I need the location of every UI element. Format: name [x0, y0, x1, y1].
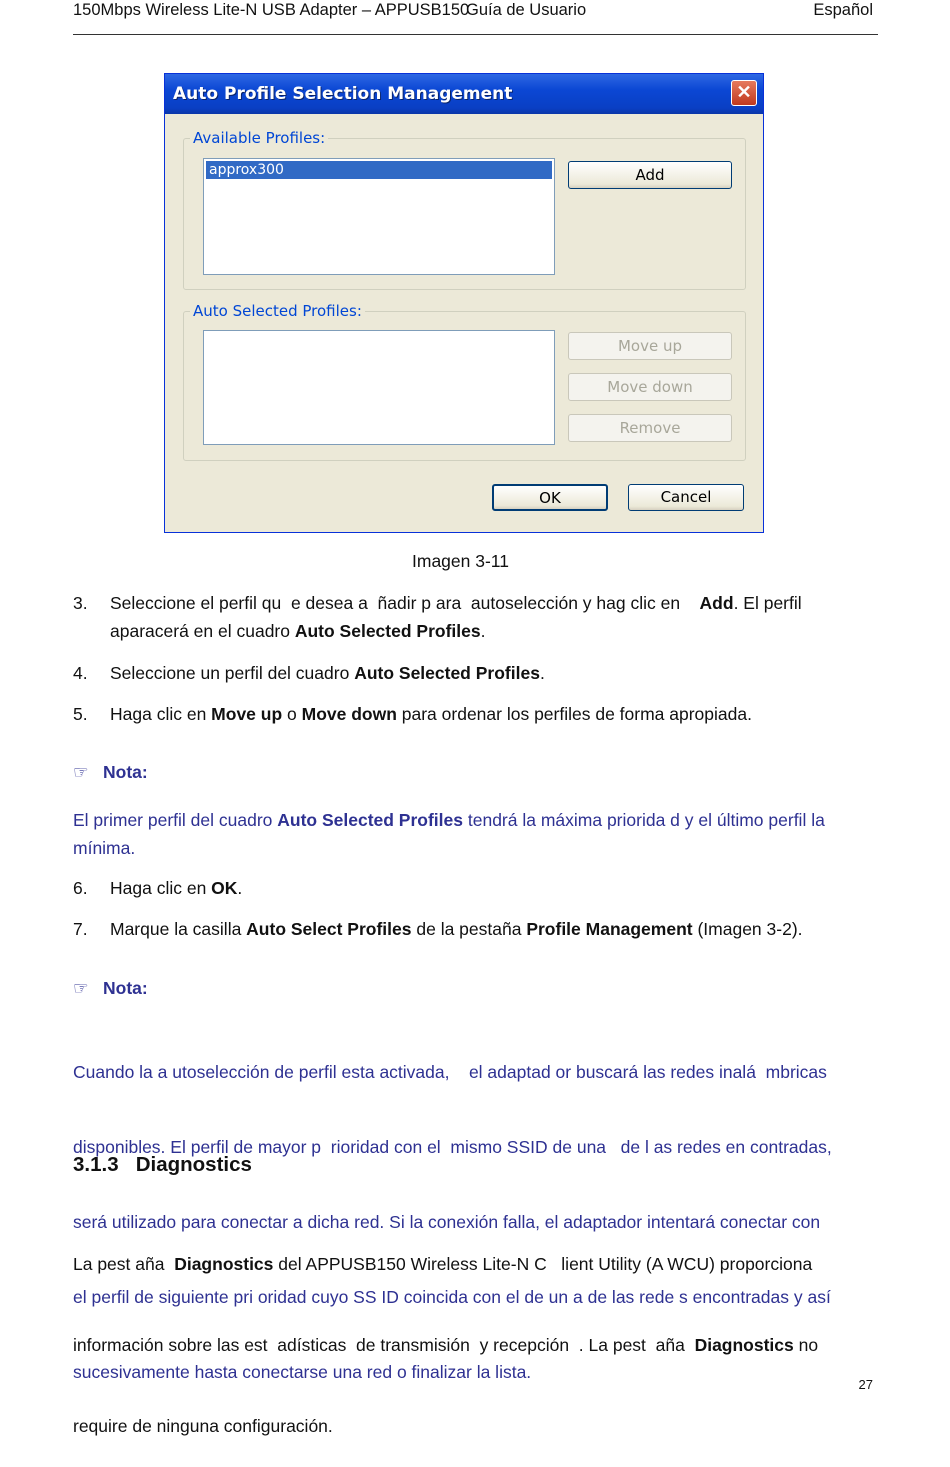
step-4: [73, 663, 545, 684]
step-bold: Auto Select Profiles: [246, 919, 412, 939]
step-text: .: [539, 663, 545, 683]
note-text: tendrá la máxima priorida d y el último perfil la mínima.: [73, 810, 825, 858]
move-down-button[interactable]: Move down: [568, 373, 732, 401]
step-number: 7.: [73, 919, 88, 939]
available-profiles-list[interactable]: [203, 158, 555, 275]
paragraph-line: [73, 1332, 878, 1359]
step-3-cont: [110, 621, 485, 642]
para-text: La pest aña: [73, 1254, 175, 1274]
note-bold: Auto Selected Profiles: [277, 810, 463, 830]
step-6: [73, 878, 242, 899]
step-bold: Add: [699, 593, 734, 613]
note-line: Cuando la a utoselección de perfil esta activada, el adaptad or buscará las redes inalá mbricas: [73, 1062, 827, 1082]
step-text: (Imagen 3-2).: [692, 919, 803, 939]
add-button[interactable]: Add: [568, 161, 732, 189]
para-text: del APPUSB150 Wireless Lite-N C lient Utility (A WCU) proporciona: [273, 1254, 813, 1274]
dialog-title: Auto Profile Selection Management: [173, 84, 513, 104]
step-text: .: [480, 621, 486, 641]
note-line: será utilizado para conectar a dicha red. Si la conexión falla, el adaptador intentará conectar con: [73, 1212, 821, 1232]
paragraph-line: [73, 1251, 878, 1278]
step-3: [73, 593, 802, 614]
remove-button[interactable]: Remove: [568, 414, 732, 442]
step-text: Marque la casilla: [110, 919, 247, 939]
step-bold: Move up: [211, 704, 283, 724]
step-text: . El perfil: [733, 593, 802, 613]
para-bold: Diagnostics: [174, 1254, 274, 1274]
note-1-text: [73, 806, 878, 862]
step-bold: Auto Selected Profiles: [354, 663, 540, 683]
section-title: Diagnostics: [135, 1153, 252, 1176]
paragraph-line: [73, 1413, 878, 1440]
step-bold: Auto Selected Profiles: [294, 621, 481, 641]
para-text: información sobre las est adísticas de transmisión y recepción . La pest aña: [73, 1335, 695, 1355]
note-line: sucesivamente hasta conectarse una red o finalizar la lista.: [73, 1362, 532, 1382]
step-text: Seleccione el perfil qu e desea a ñadir p ara autoselección y hag clic en: [110, 593, 700, 613]
step-number: 5.: [73, 704, 88, 724]
step-bold: OK: [211, 878, 238, 898]
step-number: 4.: [73, 663, 88, 683]
note-1-label: [73, 762, 148, 783]
section-number: 3.1.3: [73, 1153, 119, 1176]
auto-selected-profiles-label: Auto Selected Profiles:: [190, 302, 365, 320]
available-profiles-label: Available Profiles:: [190, 129, 328, 147]
step-text: Haga clic en: [110, 878, 212, 898]
note-text: El primer perfil del cuadro: [73, 810, 278, 830]
step-number: 3.: [73, 593, 88, 613]
dialog-title-bar[interactable]: [165, 74, 763, 114]
step-7: [73, 919, 803, 940]
step-text: .: [237, 878, 243, 898]
close-icon[interactable]: ✕: [731, 80, 757, 106]
header-product: 150Mbps Wireless Lite-N USB Adapter – APPUSB150: [73, 1, 470, 19]
step-text: o: [282, 704, 302, 724]
step-bold: Profile Management: [526, 919, 693, 939]
section-heading: [73, 1153, 252, 1177]
step-text: para ordenar los perfiles de forma apropiada.: [396, 704, 752, 724]
step-5: [73, 704, 752, 725]
header-language: Español: [813, 1, 873, 19]
diagnostics-paragraph: [73, 1197, 878, 1467]
auto-selected-profiles-list[interactable]: [203, 330, 555, 445]
step-text: de la pestaña: [411, 919, 527, 939]
pointing-hand-icon: ☞: [73, 762, 89, 782]
note-label: Nota:: [103, 978, 148, 998]
list-item[interactable]: approx300: [206, 161, 552, 179]
para-text: require de ninguna configuración.: [73, 1416, 333, 1436]
note-2-label: [73, 978, 148, 999]
pointing-hand-icon: ☞: [73, 978, 89, 998]
figure-caption: Imagen 3-11: [412, 551, 509, 571]
note-line: disponibles. El perfil de mayor p rioridad con el mismo SSID de una de l as redes en contradas,: [73, 1137, 832, 1157]
cancel-button[interactable]: Cancel: [628, 484, 744, 511]
auto-profile-dialog: [164, 73, 764, 533]
step-bold: Move down: [301, 704, 397, 724]
header-guide: Guía de Usuario: [466, 1, 587, 19]
step-text: aparacerá en el cuadro: [110, 621, 295, 641]
note-line: el perfil de siguiente pri oridad cuyo SS ID coincida con el de un a de las rede s encontradas y así: [73, 1287, 831, 1307]
page-header: [73, 0, 878, 35]
page-number: 27: [858, 1377, 873, 1392]
move-up-button[interactable]: Move up: [568, 332, 732, 360]
para-text: no: [793, 1335, 819, 1355]
para-bold: Diagnostics: [694, 1335, 794, 1355]
note-label: Nota:: [103, 762, 148, 782]
ok-button[interactable]: OK: [492, 484, 608, 511]
step-text: Seleccione un perfil del cuadro: [110, 663, 355, 683]
step-number: 6.: [73, 878, 88, 898]
step-text: Haga clic en: [110, 704, 212, 724]
